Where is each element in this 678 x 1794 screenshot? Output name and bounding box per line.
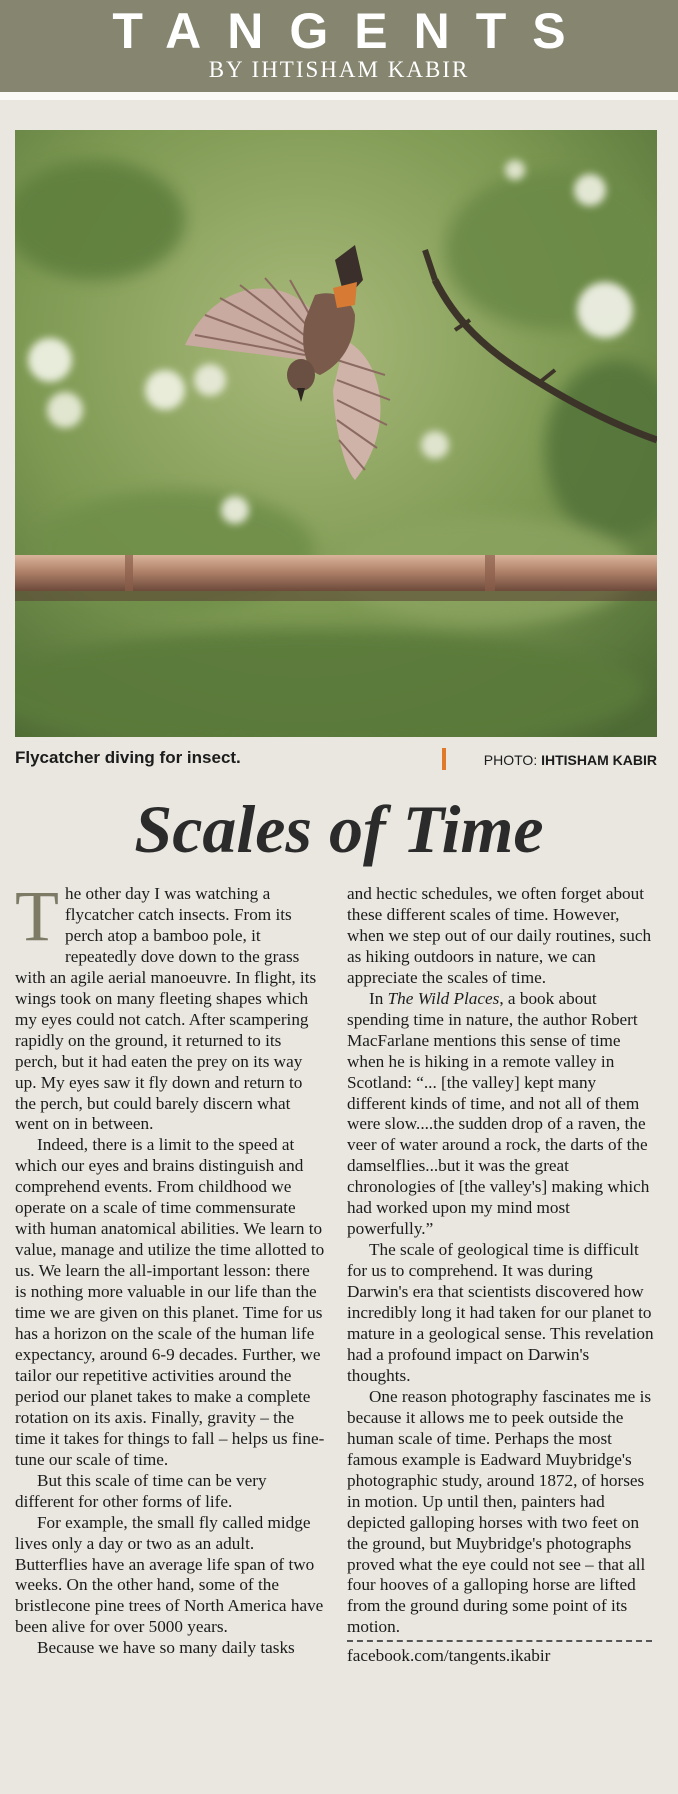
paragraph: One reason photography fascinates me is because it allows me to peek outside the human scale of time. Perhaps the most famous example is Eadward Muybridge's photographic study, around 1872, of horses in motion. Up until then, painters had depicted galloping horses with two feet on the ground, but Muybridge's photographs proved what the eye could not see – that all four hooves of a galloping horse are lifted from the ground during some point of its motion. — [347, 1386, 652, 1637]
article-headline: Scales of Time — [134, 791, 544, 867]
byline: BY IHTISHAM KABIR — [208, 57, 470, 82]
caption-separator — [442, 748, 446, 770]
paragraph-text: , a book about spending time in nature, the author Robert MacFarlane mentions this sense of time when he is hiking in a remote valley in Scotland: “... [the valley] kept many different kinds of time, and not all of them were slow....the sudden drop of a raven, the veer of water around a rock, the darts of the damselflies...but it was the great chronologies of [the valley's] making which had worked upon my mind most powerfully.” — [347, 988, 650, 1239]
footer-dashed-rule — [347, 1640, 652, 1642]
paragraph — [347, 989, 657, 1240]
book-title: The Wild Places — [387, 988, 500, 1008]
paragraph: But this scale of time can be very different for other forms of life. — [15, 1470, 267, 1511]
photo-credit — [484, 751, 657, 769]
article-column-right — [347, 884, 657, 1667]
masthead-rule — [0, 92, 678, 100]
paragraph-text: he other day I was watching a flycatcher catch insects. From its perch atop a bamboo pole, it repeatedly dove down to the grass with an agile aerial manoeuvre. In flight, its wings took on many fleeting shapes which my eyes could not catch. After scampering rapidly on the ground, it returned to its perch, but it had eaten the prey on its way up. My eyes saw it fly down and return to the perch, but could barely discern what went on in between. — [15, 884, 317, 1134]
paragraph: The scale of geological time is difficult for us to comprehend. It was during Darwin's era that scientists discovered how incredibly long it had taken for our planet to mature in a geological sense. This revelation had a profound impact on Darwin's thoughts. — [347, 1240, 654, 1385]
credit-name: IHTISHAM KABIR — [541, 752, 657, 768]
article-photo — [15, 130, 657, 737]
paragraph: Because we have so many daily tasks — [37, 1638, 295, 1658]
paragraph-text: In — [369, 988, 388, 1008]
paragraph: and hectic schedules, we often forget about these different scales of time. However, when we step out of our daily routines, such as hiking outdoors in nature, we can appreciate the scales of time. — [347, 884, 652, 987]
paragraph: Indeed, there is a limit to the speed at which our eyes and brains distinguish and comprehend events. From childhood we operate on a scale of time commensurate with human anatomical abilities. We learn to value, manage and utilize the time allotted to us. We learn the all-important lesson: there is nothing more valuable in our life than the time we are given on this planet. Time for us has a horizon on the scale of the human life expectancy, around 6-9 decades. Further, we tailor our repetitive activities around the period our planet takes to make a complete rotation on its axis. Finally, gravity – the time it takes for things to fall – helps us fine-tune our scale of time. — [15, 1135, 325, 1469]
column-name: TANGENTS — [112, 3, 592, 59]
paragraph — [15, 876, 325, 1135]
photo-caption: Flycatcher diving for insect. — [15, 748, 241, 767]
credit-prefix: PHOTO: — [483, 752, 538, 768]
drop-cap: T — [15, 876, 59, 956]
social-link[interactable]: facebook.com/tangents.ikabir — [347, 1646, 551, 1666]
masthead — [0, 0, 678, 92]
paragraph: For example, the small fly called midge lives only a day or two as an adult. Butterflies have an average life span of two weeks. On the other hand, some of the bristlecone pine trees of North America have been alive for over 5000 years. — [15, 1512, 324, 1637]
article-column-left — [15, 876, 325, 1659]
flycatcher-photo — [15, 130, 657, 737]
